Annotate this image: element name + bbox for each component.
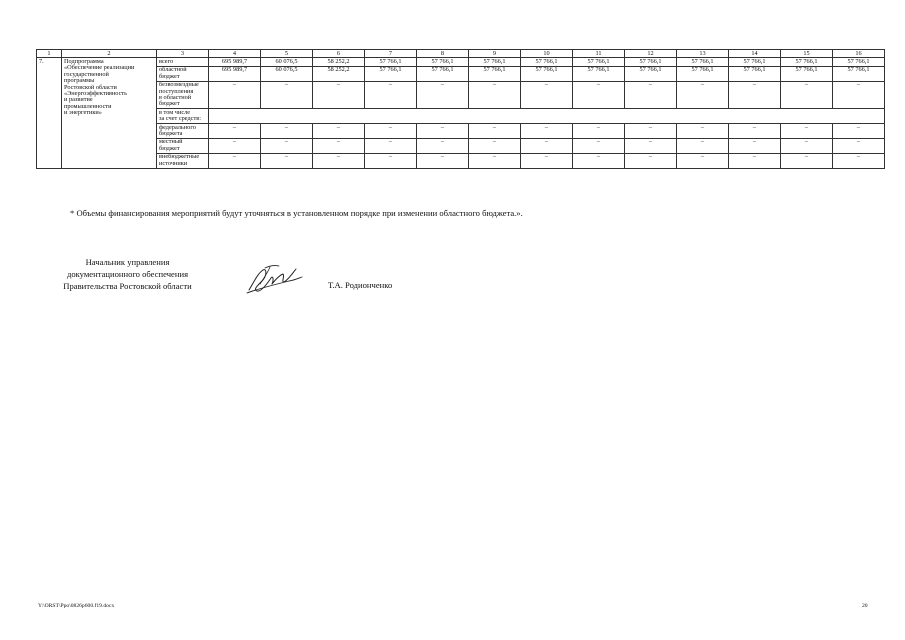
funding-source-line: федерального: [159, 123, 196, 131]
amount-cell: –: [573, 124, 625, 139]
funding-source: [157, 109, 209, 124]
column-number: 8: [417, 50, 469, 58]
amount-cell: 57 766,1: [781, 58, 833, 66]
program-name-line: Подпрограмма: [64, 57, 104, 65]
amount-cell: –: [209, 124, 261, 139]
funding-source-line: внебюджетные: [159, 153, 200, 161]
table-row: [37, 138, 885, 153]
handwritten-signature: [243, 260, 305, 298]
signer-name: Т.А. Родионченко: [328, 280, 393, 290]
amount-cell: –: [209, 138, 261, 153]
amount-cell: 57 766,1: [417, 58, 469, 66]
amount-cell: –: [521, 124, 573, 139]
budget-table: [36, 49, 885, 169]
funding-source-line: областной: [159, 66, 187, 74]
funding-source-line: бюджет: [159, 100, 180, 108]
amount-cell: –: [261, 81, 313, 109]
amount-cell: –: [469, 124, 521, 139]
column-number: 15: [781, 50, 833, 58]
program-name-line: и развитие: [64, 96, 93, 104]
amount-cell: 57 766,1: [573, 58, 625, 66]
table-row: [37, 124, 885, 139]
amount-cell: –: [417, 138, 469, 153]
amount-cell: –: [833, 138, 885, 153]
amount-cell: 58 252,2: [313, 66, 365, 81]
amount-cell: –: [833, 153, 885, 168]
amount-cell: –: [417, 81, 469, 109]
funding-source: [157, 81, 209, 109]
column-number: 6: [313, 50, 365, 58]
funding-source-line: бюджет: [159, 72, 180, 80]
column-number: 9: [469, 50, 521, 58]
page-number: 20: [862, 603, 868, 609]
program-name-line: и энергетики»: [64, 109, 102, 117]
footnote: * Объемы финансирования мероприятий будут уточняться в установленном порядке при изменении областного бюджета.».: [70, 208, 523, 218]
funding-source-line: всего: [159, 57, 174, 65]
amount-cell: –: [365, 153, 417, 168]
table-row: [37, 153, 885, 168]
amount-cell: 57 766,1: [625, 58, 677, 66]
program-name-line: Ростовской области: [64, 83, 117, 91]
amount-cell: –: [833, 81, 885, 109]
amount-cell: –: [625, 81, 677, 109]
funding-source-line: бюджет: [159, 144, 180, 152]
signatory-position-line: Начальник управления: [85, 257, 170, 267]
amount-cell: –: [313, 138, 365, 153]
amount-cell: –: [365, 124, 417, 139]
program-name-line: промышленности: [64, 102, 112, 110]
amount-cell: –: [677, 138, 729, 153]
amount-cell: –: [417, 124, 469, 139]
column-number: 4: [209, 50, 261, 58]
amount-cell: –: [521, 81, 573, 109]
amount-cell: –: [625, 124, 677, 139]
amount-cell: –: [573, 81, 625, 109]
column-number: 1: [37, 50, 62, 58]
amount-cell: 57 766,1: [469, 58, 521, 66]
file-path: Y:\ORST\Ppo\0826p600.f19.docx: [38, 603, 115, 609]
amount-cell: –: [677, 153, 729, 168]
amount-cell: 58 252,2: [313, 58, 365, 66]
amount-cell: 57 766,1: [677, 58, 729, 66]
amount-cell: –: [677, 124, 729, 139]
column-number-row: [37, 50, 885, 58]
amount-cell: 60 076,5: [261, 58, 313, 66]
amount-cell: –: [469, 153, 521, 168]
amount-cell: –: [729, 81, 781, 109]
amount-cell: –: [521, 138, 573, 153]
amount-cell: –: [261, 124, 313, 139]
program-name-line: «Энергоэффективность: [64, 89, 128, 97]
amount-cell: –: [781, 153, 833, 168]
amount-cell: 57 766,1: [365, 58, 417, 66]
amount-cell: 57 766,1: [417, 66, 469, 81]
amount-cell: –: [521, 153, 573, 168]
amount-cell: –: [781, 81, 833, 109]
table-row: [37, 109, 885, 124]
amount-cell: 60 076,5: [261, 66, 313, 81]
signatory-position: [40, 256, 215, 292]
amount-cell: 57 766,1: [729, 58, 781, 66]
funding-source: [157, 124, 209, 139]
amount-cell: 57 766,1: [365, 66, 417, 81]
program-name-line: программы: [64, 77, 95, 85]
amount-cell: 57 766,1: [573, 66, 625, 81]
column-number: 7: [365, 50, 417, 58]
amount-cell: –: [833, 124, 885, 139]
funding-source: [157, 153, 209, 168]
amount-cell: –: [573, 138, 625, 153]
amount-cell: 57 766,1: [729, 66, 781, 81]
amount-cell: –: [261, 138, 313, 153]
column-number: 10: [521, 50, 573, 58]
funding-source-line: в областной: [159, 93, 192, 101]
amount-cell: –: [729, 138, 781, 153]
column-number: 3: [157, 50, 209, 58]
amount-cell: –: [729, 124, 781, 139]
amount-cell: 695 989,7: [209, 66, 261, 81]
funding-source-line: бюджета: [159, 129, 183, 137]
program-name-line: государственной: [64, 70, 109, 78]
funding-source-line: в том числе: [159, 108, 191, 116]
column-number: 12: [625, 50, 677, 58]
funding-source: [157, 138, 209, 153]
amount-cell: –: [365, 138, 417, 153]
amount-cell: –: [781, 124, 833, 139]
amount-cell: –: [209, 81, 261, 109]
amount-cell: –: [209, 153, 261, 168]
amount-cell: –: [313, 81, 365, 109]
amount-cell: –: [365, 81, 417, 109]
amount-cell: 57 766,1: [677, 66, 729, 81]
amount-cell: –: [261, 153, 313, 168]
column-number: 14: [729, 50, 781, 58]
funding-source-line: источники: [159, 159, 188, 167]
table-row: [37, 66, 885, 81]
column-number: 11: [573, 50, 625, 58]
amount-cell: –: [469, 138, 521, 153]
funding-source-line: за счет средств:: [159, 115, 201, 123]
amount-cell: –: [417, 153, 469, 168]
amount-cell: 57 766,1: [833, 66, 885, 81]
amount-cell: –: [729, 153, 781, 168]
signatory-position-line: документационного обеспечения: [66, 269, 189, 279]
amount-cell: –: [677, 81, 729, 109]
amount-cell: –: [625, 153, 677, 168]
column-number: 5: [261, 50, 313, 58]
amount-cell: 57 766,1: [781, 66, 833, 81]
table-row: [37, 58, 885, 66]
signatory-position-line: Правительства Ростовской области: [63, 281, 192, 291]
column-number: 2: [62, 50, 157, 58]
amount-cell: –: [469, 81, 521, 109]
amount-cell: 57 766,1: [625, 66, 677, 81]
funding-source-line: поступления: [159, 87, 194, 95]
amount-cell: –: [313, 153, 365, 168]
empty-cells: [209, 109, 885, 124]
funding-source: [157, 66, 209, 81]
amount-cell: 57 766,1: [521, 58, 573, 66]
amount-cell: 695 989,7: [209, 58, 261, 66]
amount-cell: –: [625, 138, 677, 153]
amount-cell: 57 766,1: [521, 66, 573, 81]
table-row: [37, 81, 885, 109]
column-number: 16: [833, 50, 885, 58]
column-number: 13: [677, 50, 729, 58]
program-name-line: «Обеспечение реализации: [64, 64, 135, 72]
amount-cell: 57 766,1: [469, 66, 521, 81]
amount-cell: –: [781, 138, 833, 153]
funding-source-line: местный: [159, 138, 183, 146]
row-number: 7.: [37, 58, 62, 168]
funding-source-line: безвозмездные: [159, 81, 199, 89]
funding-source: [157, 58, 209, 66]
amount-cell: –: [573, 153, 625, 168]
amount-cell: –: [313, 124, 365, 139]
program-name: [62, 58, 157, 168]
amount-cell: 57 766,1: [833, 58, 885, 66]
